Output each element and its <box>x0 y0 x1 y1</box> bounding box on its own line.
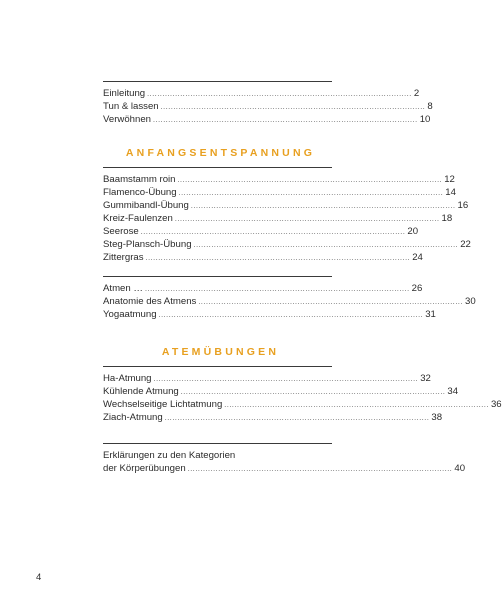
toc-entry-verwoehnen[interactable] <box>103 113 431 126</box>
dot-leader: ........................................................................................................ <box>193 242 459 249</box>
toc-entry-page: 8 <box>427 101 433 112</box>
dot-leader: ........................................................................................................ <box>178 190 444 197</box>
toc-entry[interactable] <box>103 199 469 212</box>
toc-entry[interactable] <box>103 308 436 321</box>
toc-entry-label: Wechselseitige Lichtatmung <box>103 399 223 410</box>
toc-entry[interactable] <box>103 411 443 424</box>
toc-entry[interactable] <box>103 462 466 475</box>
toc-entry-page: 34 <box>447 386 459 397</box>
toc-entry-page: 12 <box>444 174 455 185</box>
dot-leader: ........................................................................................................ <box>140 229 406 236</box>
page-number: 4 <box>36 572 42 583</box>
toc-entry[interactable] <box>103 295 476 308</box>
toc-entry-label: Kühlende Atmung <box>103 386 179 397</box>
divider <box>103 366 332 367</box>
dot-leader: ........................................................................................................ <box>224 402 489 409</box>
dot-leader: ........................................................................................................ <box>198 299 463 306</box>
dot-leader: ........................................................................................................ <box>190 203 456 210</box>
dot-leader: ........................................................................................................ <box>187 466 453 473</box>
toc-entry-label: Zittergras <box>103 252 144 263</box>
toc-intro <box>103 81 433 126</box>
toc-entry-label: Flamenco-Übung <box>103 187 177 198</box>
toc-entry-label: Tun & lassen <box>103 101 159 112</box>
toc-section2 <box>103 366 502 424</box>
toc-entry-page: 30 <box>465 296 476 307</box>
divider <box>103 443 332 444</box>
toc-entry-label: Kreiz-Faulenzen <box>103 213 173 224</box>
dot-leader: ........................................................................................................ <box>153 376 419 383</box>
toc-entry[interactable] <box>103 212 453 225</box>
toc-entry[interactable] <box>103 173 455 186</box>
toc-entry[interactable] <box>103 186 456 199</box>
toc-entry-page: 20 <box>407 226 419 237</box>
toc-entry-page: 10 <box>419 114 431 125</box>
toc-entry-label-line1: Erklärungen zu den Kategorien <box>103 450 236 461</box>
toc-breathing <box>103 276 476 321</box>
toc-entry[interactable] <box>103 251 423 264</box>
dot-leader: ........................................................................................................ <box>158 312 424 319</box>
toc-entry-label: Steg-Plansch-Übung <box>103 239 192 250</box>
toc-entry-label: der Körperübungen <box>103 463 186 474</box>
dot-leader: ........................................................................................................ <box>145 286 410 293</box>
dot-leader: ........................................................................................................ <box>153 117 418 124</box>
toc-entry-page: 16 <box>457 200 469 211</box>
dot-leader: ........................................................................................................ <box>147 91 412 98</box>
toc-entry-tun-lassen[interactable] <box>103 100 433 113</box>
toc-entry-page: 26 <box>411 283 423 294</box>
toc-entry-label: Gummibandl-Übung <box>103 200 189 211</box>
dot-leader: ........................................................................................................ <box>145 255 411 262</box>
divider <box>103 81 332 82</box>
dot-leader: ........................................................................................................ <box>177 177 443 184</box>
toc-entry-label: Baamstamm roin <box>103 174 176 185</box>
toc-entry-label: Verwöhnen <box>103 114 152 125</box>
toc-entry-label: Seerose <box>103 226 139 237</box>
toc-entry-label: Einleitung <box>103 88 146 99</box>
toc-entry[interactable] <box>103 398 502 411</box>
toc-entry-page: 22 <box>460 239 471 250</box>
toc-entry[interactable] <box>103 385 459 398</box>
toc-entry-page: 38 <box>431 412 443 423</box>
toc-explanations <box>103 443 466 475</box>
toc-entry[interactable] <box>103 225 419 238</box>
toc-entry-page: 24 <box>412 252 423 263</box>
toc-entry[interactable] <box>103 372 431 385</box>
toc-entry-page: 31 <box>425 309 436 320</box>
dot-leader: ........................................................................................................ <box>164 415 430 422</box>
toc-entry-label: Yogaatmung <box>103 309 157 320</box>
toc-section1 <box>103 167 471 264</box>
divider <box>103 276 332 277</box>
toc-entry[interactable] <box>103 238 471 251</box>
toc-entry-einleitung[interactable] <box>103 87 420 100</box>
divider <box>103 167 332 168</box>
dot-leader: ........................................................................................................ <box>180 389 446 396</box>
toc-entry-page: 18 <box>441 213 453 224</box>
toc-entry-page: 32 <box>420 373 431 384</box>
toc-entry-page: 2 <box>413 88 420 99</box>
toc-entry-page: 14 <box>445 187 456 198</box>
toc-entry-label: Anatomie des Atmens <box>103 296 197 307</box>
section-heading-anfangsentspannung: ANFANGSENTSPANNUNG <box>125 147 316 159</box>
toc-entry-label: Atmen … <box>103 283 143 294</box>
toc-entry-label: Ziach-Atmung <box>103 412 163 423</box>
toc-entry-label: Ha-Atmung <box>103 373 152 384</box>
toc-entry[interactable] <box>103 282 423 295</box>
toc-entry-page: 36 <box>490 399 502 410</box>
dot-leader: ........................................................................................................ <box>174 216 440 223</box>
section-heading-atemuebungen: ATEMÜBUNGEN <box>161 346 280 358</box>
toc-entry-page: 40 <box>454 463 466 474</box>
dot-leader: ........................................................................................................ <box>160 104 426 111</box>
